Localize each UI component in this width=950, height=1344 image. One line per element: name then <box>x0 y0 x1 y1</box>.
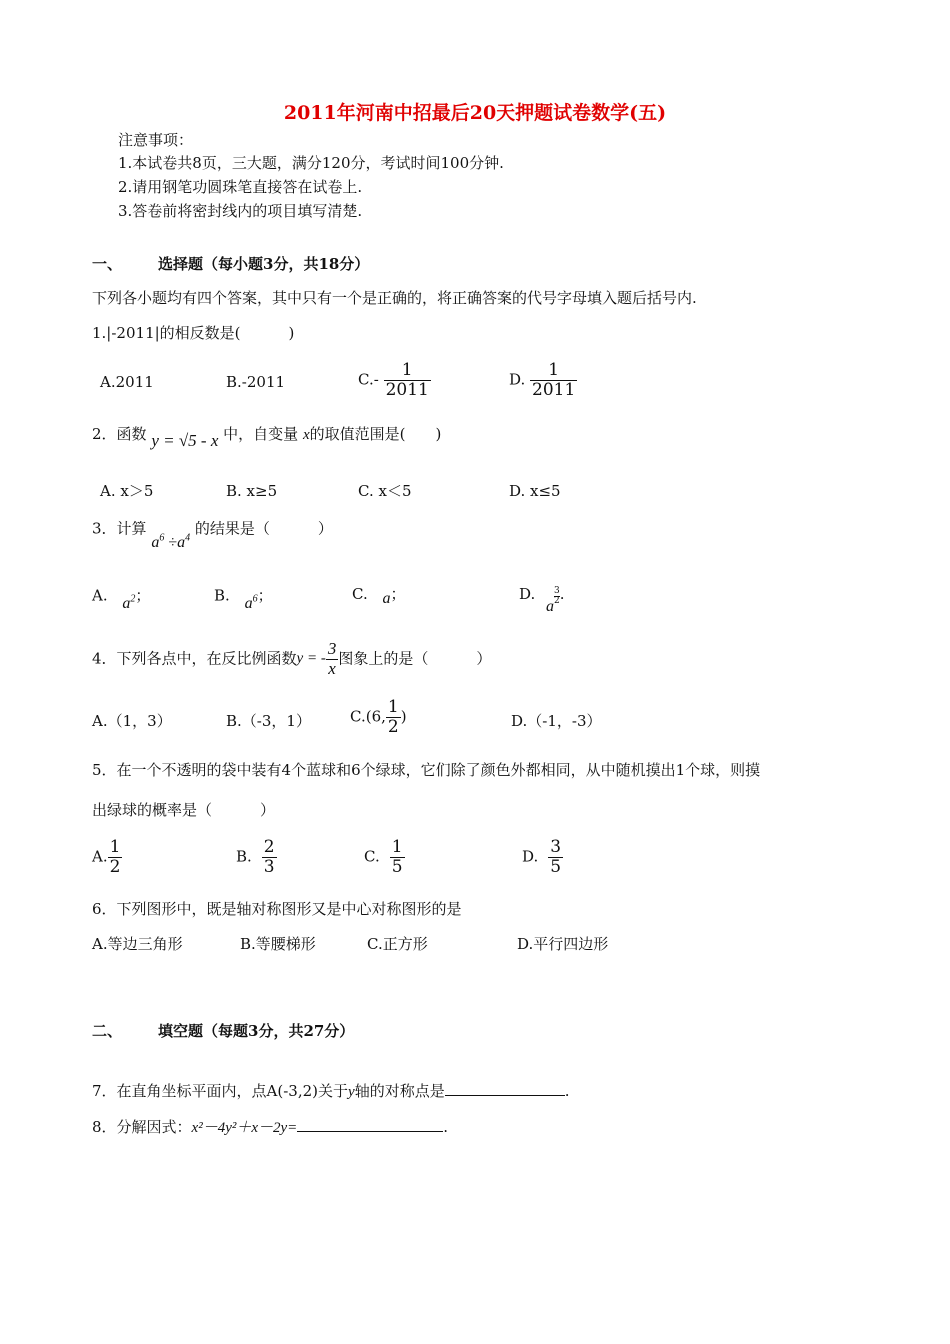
q5-line1: 5．在一个不透明的袋中装有4个蓝球和6个绿球，它们除了颜色外都相同，从中随机摸出1个球，则摸 <box>92 761 761 779</box>
q4-option-d: D.（-1，-3） <box>511 712 602 730</box>
q2-stem-suffix: 的取值范围是( <box>309 425 406 443</box>
q4-fraction <box>326 640 339 678</box>
q4-close: ） <box>476 649 492 668</box>
fraction <box>108 838 123 876</box>
q4-formula-lhs: y = - <box>296 650 326 667</box>
fraction-denominator: 2011 <box>532 379 576 400</box>
question-6: 6．下列图形中，既是轴对称图形又是中心对称图形的是 <box>92 900 462 918</box>
formula-exponent: 6 <box>159 533 165 544</box>
q2-stem-prefix: 2．函数 <box>92 425 147 443</box>
q1-c-prefix: C.- <box>358 370 379 389</box>
formula-exponent: 4 <box>185 533 191 544</box>
fraction-denominator: 5 <box>391 856 403 877</box>
q3-formula <box>151 534 190 551</box>
q2-stem-mid: 中，自变量 <box>223 425 299 443</box>
fraction-denominator: x <box>328 658 336 678</box>
q2-option-b: B. x≥5 <box>226 482 278 500</box>
option-label: B. <box>236 847 252 866</box>
formula-base: a <box>177 534 186 552</box>
q7-var: y <box>348 1084 355 1100</box>
formula-base: a <box>244 595 253 613</box>
formula-operator: ÷ <box>168 534 178 552</box>
q4-stem-suffix: 图象上的是（ <box>338 649 429 668</box>
q1-option-a: A.2011 <box>100 373 154 391</box>
fraction-denominator: 3 <box>263 856 275 877</box>
option-label: C. <box>352 585 368 603</box>
q1-option-d <box>509 361 577 399</box>
fraction-numerator: 3 <box>554 586 560 596</box>
q7-answer-blank[interactable] <box>445 1095 565 1096</box>
question-1 <box>92 326 294 341</box>
formula-base: a <box>546 598 555 615</box>
option-close: ) <box>400 707 407 726</box>
formula-exponent: 2 <box>130 594 136 605</box>
q5-option-d <box>522 838 563 876</box>
q8-formula: x²－4y²＋x－2y= <box>191 1120 298 1136</box>
q7-stem-suffix: 轴的对称点是 <box>354 1082 445 1100</box>
section1-number: 一、 <box>92 255 123 273</box>
q5-option-b <box>236 838 277 876</box>
question-7 <box>92 1084 569 1100</box>
fraction-denominator: 2 <box>554 596 560 606</box>
option-end: ； <box>135 586 151 605</box>
option-end: ； <box>257 586 273 605</box>
fraction-numerator: 1 <box>548 360 560 380</box>
q3-option-b <box>214 586 273 613</box>
option-label: A. <box>92 586 108 605</box>
fraction-numerator: 3 <box>550 837 562 857</box>
option-end: ； <box>390 585 406 603</box>
formula-exponent: 6 <box>252 594 258 605</box>
fraction-denominator: 2 <box>387 716 399 737</box>
q2-formula: y = √5 - x <box>151 431 219 450</box>
option-prefix: C.(6, <box>350 707 386 726</box>
fraction-numerator: 3 <box>327 639 337 658</box>
fraction-numerator: 1 <box>387 697 399 717</box>
q3-stem-suffix: 的结果是（ <box>194 519 270 538</box>
q2-var: x <box>302 427 310 443</box>
q3-option-a <box>92 586 151 613</box>
q4-option-c <box>350 698 407 736</box>
option-label: B. <box>214 586 230 605</box>
q1-option-c <box>358 361 431 399</box>
formula-base: a <box>382 590 391 607</box>
q4-option-a: A.（1，3） <box>92 712 172 730</box>
option-label: D. <box>522 847 539 866</box>
q8-end: . <box>443 1118 449 1136</box>
q5-close: ） <box>260 801 276 819</box>
q6-option-b: B.等腰梯形 <box>240 935 316 953</box>
q4-stem-prefix: 4．下列各点中，在反比例函数 <box>92 649 297 668</box>
q5-option-c <box>364 838 405 876</box>
q1-c-fraction <box>384 361 431 399</box>
fraction-denominator: 2 <box>109 856 121 877</box>
q1-stem: 1.|-2011|的相反数是( <box>92 324 241 342</box>
notes-item: 2.请用钢笔功圆珠笔直接答在试卷上. <box>118 178 363 196</box>
q7-end: . <box>564 1082 570 1100</box>
fraction-denominator: 2011 <box>385 379 429 400</box>
section1-heading: 选择题（每小题3分，共18分） <box>158 255 370 273</box>
q6-option-c: C.正方形 <box>367 935 428 953</box>
fraction-numerator: 1 <box>391 837 403 857</box>
q6-option-a: A.等边三角形 <box>92 935 183 953</box>
option-end: . <box>559 585 565 603</box>
fraction <box>390 838 405 876</box>
q5-stem: 出绿球的概率是（ <box>92 801 213 819</box>
exam-title: 2011年河南中招最后20天押题试卷数学(五) <box>283 102 667 124</box>
fraction-numerator: 2 <box>263 837 275 857</box>
section2-heading: 填空题（每题3分，共27分） <box>158 1022 355 1040</box>
notes-item: 1.本试卷共8页，三大题，满分120分，考试时间100分钟. <box>118 154 504 172</box>
q3-option-c <box>352 585 406 607</box>
question-4 <box>92 640 491 678</box>
q6-option-d: D.平行四边形 <box>517 935 609 953</box>
q1-close: ) <box>288 324 295 342</box>
section2-number: 二、 <box>92 1022 123 1040</box>
notes-heading: 注意事项： <box>118 131 194 149</box>
q4-c-fraction <box>386 698 401 736</box>
q3-close: ） <box>317 519 333 538</box>
q4-option-b: B.（-3，1） <box>226 712 311 730</box>
q2-close: ) <box>435 425 442 443</box>
option-label: A. <box>92 847 108 866</box>
q3-option-d <box>519 585 565 615</box>
q5-line2 <box>92 803 275 818</box>
q1-d-prefix: D. <box>509 370 526 389</box>
q2-option-a: A. x＞5 <box>100 482 154 500</box>
q5-option-a <box>92 838 122 876</box>
q2-option-c: C. x＜5 <box>358 482 412 500</box>
fraction-numerator: 1 <box>401 360 413 380</box>
q8-answer-blank[interactable] <box>297 1131 443 1132</box>
fraction-numerator: 1 <box>109 837 121 857</box>
formula-base: a <box>122 595 131 613</box>
q1-option-b: B.-2011 <box>226 373 286 391</box>
q7-stem-prefix: 7．在直角坐标平面内，点A(-3,2)关于 <box>92 1082 349 1100</box>
option-label: D. <box>519 585 536 603</box>
fraction <box>262 838 277 876</box>
q3-stem-prefix: 3．计算 <box>92 519 147 538</box>
formula-base: a <box>151 534 160 552</box>
q8-stem-prefix: 8．分解因式： <box>92 1118 192 1136</box>
option-label: C. <box>364 847 380 866</box>
question-8 <box>92 1120 448 1136</box>
question-3 <box>92 519 333 552</box>
fraction <box>548 838 563 876</box>
question-2 <box>92 425 442 450</box>
section1-instruction: 下列各小题均有四个答案，其中只有一个是正确的，将正确答案的代号字母填入题后括号内. <box>92 289 697 307</box>
q1-d-fraction <box>530 361 577 399</box>
q2-option-d: D. x≤5 <box>509 482 561 500</box>
fraction-denominator: 5 <box>550 856 562 877</box>
notes-item: 3.答卷前将密封线内的项目填写清楚. <box>118 202 363 220</box>
